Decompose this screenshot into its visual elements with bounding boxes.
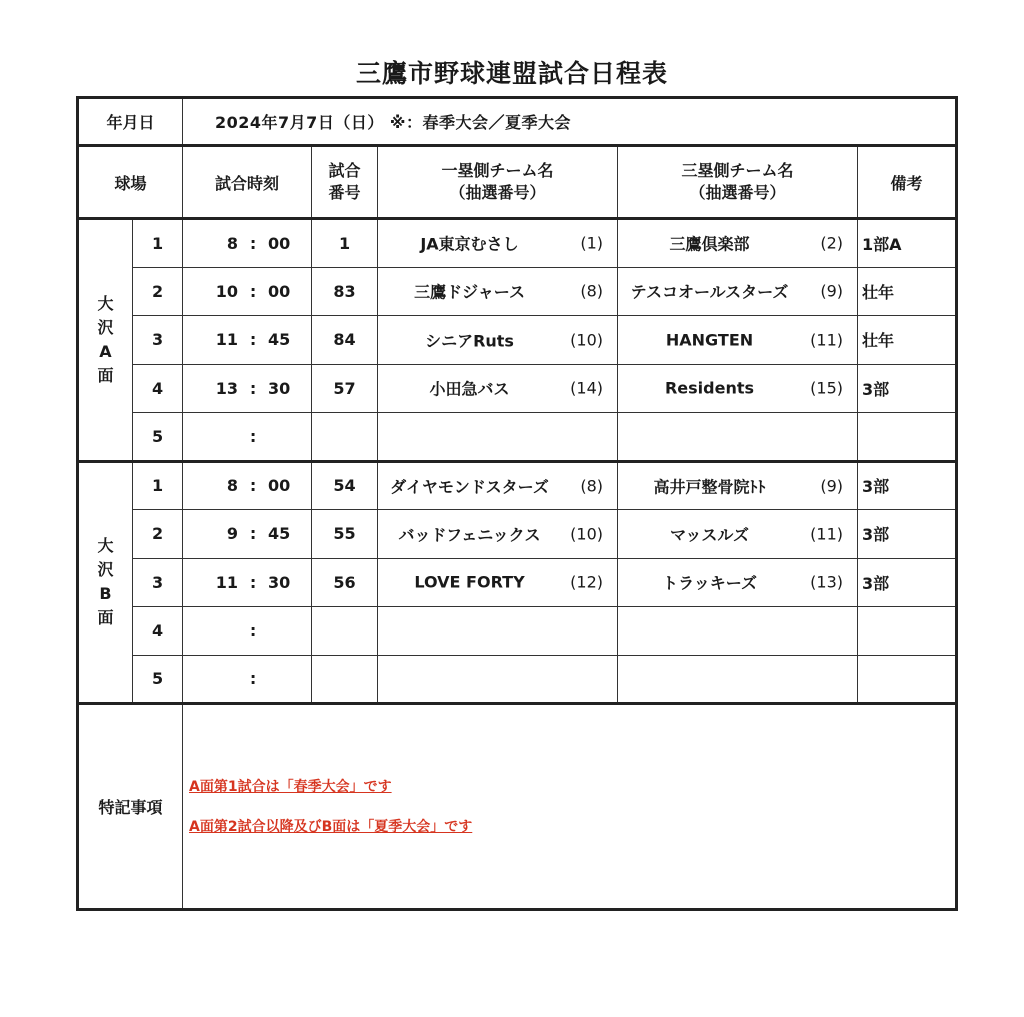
game-number: 54 xyxy=(312,461,378,510)
third-base-team xyxy=(618,558,858,607)
first-base-team xyxy=(378,655,618,704)
first-base-team-name: LOVE FORTY xyxy=(414,572,525,592)
header-third-base xyxy=(618,146,858,219)
time-colon: : xyxy=(249,281,257,301)
match-time xyxy=(183,655,312,704)
header-first-base-line1: 一塁側チーム名 xyxy=(441,161,554,180)
third-base-team xyxy=(618,510,858,559)
match-note xyxy=(858,655,957,704)
match-note xyxy=(858,413,957,462)
first-base-team-name: シニアRuts xyxy=(425,331,514,351)
match-note: 壮年 xyxy=(858,316,957,365)
time-colon: : xyxy=(249,426,257,446)
match-time xyxy=(183,461,312,510)
first-base-team-lot-number: (8) xyxy=(580,281,604,301)
match-note: 3部 xyxy=(858,558,957,607)
remark-line-1: A面第1試合は「春季大会」です xyxy=(189,778,392,795)
time-colon: : xyxy=(249,669,257,689)
third-base-team xyxy=(618,655,858,704)
match-row xyxy=(78,461,957,510)
match-row xyxy=(78,510,957,559)
field-name-char: A xyxy=(99,341,112,361)
field-name-char: 面 xyxy=(97,608,114,628)
game-number: 56 xyxy=(312,558,378,607)
header-game-number-line2: 番号 xyxy=(328,183,361,202)
first-base-team-lot-number: (14) xyxy=(570,378,604,398)
third-base-team-name: 高井戸整骨院ﾄﾄ xyxy=(653,477,766,497)
game-number: 83 xyxy=(312,267,378,316)
time-minute: 00 xyxy=(268,233,291,253)
header-game-number xyxy=(312,146,378,219)
match-time xyxy=(183,364,312,413)
game-number: 1 xyxy=(312,219,378,268)
match-row xyxy=(78,267,957,316)
time-colon: : xyxy=(249,524,257,544)
third-base-team-lot-number: (11) xyxy=(810,524,844,544)
field-name-char: B xyxy=(99,584,112,604)
field-name xyxy=(78,219,133,462)
game-number: 57 xyxy=(312,364,378,413)
first-base-team-lot-number: (1) xyxy=(580,233,604,253)
first-base-team xyxy=(378,219,618,268)
header-row xyxy=(78,146,957,219)
third-base-team-name: Residents xyxy=(664,378,755,398)
time-minute: 45 xyxy=(268,330,291,350)
first-base-team xyxy=(378,558,618,607)
header-third-base-line1: 三塁側チーム名 xyxy=(681,161,794,180)
match-time xyxy=(183,219,312,268)
first-base-team-name: 三鷹ドジャース xyxy=(414,282,525,302)
row-number: 4 xyxy=(133,607,183,656)
schedule-table xyxy=(76,96,958,911)
third-base-team-name: 三鷹倶楽部 xyxy=(669,234,750,254)
time-hour: 11 xyxy=(215,572,239,592)
time-minute: 00 xyxy=(268,281,291,301)
game-number xyxy=(312,655,378,704)
time-colon: : xyxy=(249,330,257,350)
third-base-team xyxy=(618,364,858,413)
remark-line-2: A面第2試合以降及びB面は「夏季大会」です xyxy=(189,818,473,835)
header-game-number-line1: 試合 xyxy=(328,161,361,180)
row-number: 5 xyxy=(133,413,183,462)
match-row xyxy=(78,364,957,413)
field-name-char: 沢 xyxy=(97,560,114,580)
row-number: 4 xyxy=(133,364,183,413)
date-value: 2024年7月7日（日） ※：春季大会／夏季大会 xyxy=(183,98,957,146)
first-base-team xyxy=(378,364,618,413)
first-base-team xyxy=(378,413,618,462)
match-row xyxy=(78,655,957,704)
field-name-char: 沢 xyxy=(97,317,114,337)
row-number: 1 xyxy=(133,461,183,510)
first-base-team-name: ダイヤモンドスターズ xyxy=(390,477,549,497)
time-minute: 30 xyxy=(268,378,291,398)
game-number: 84 xyxy=(312,316,378,365)
match-row xyxy=(78,413,957,462)
field-name-char: 大 xyxy=(97,293,114,313)
header-first-base-line2: （抽選番号） xyxy=(449,183,546,202)
row-number: 3 xyxy=(133,316,183,365)
field-name-char: 面 xyxy=(97,365,114,385)
row-number: 3 xyxy=(133,558,183,607)
time-minute: 30 xyxy=(268,572,291,592)
third-base-team-name: HANGTEN xyxy=(665,330,754,350)
game-number xyxy=(312,607,378,656)
match-note: 3部 xyxy=(858,461,957,510)
match-time xyxy=(183,558,312,607)
third-base-team-lot-number: (9) xyxy=(820,281,844,301)
match-time xyxy=(183,510,312,559)
match-note xyxy=(858,607,957,656)
time-hour: 9 xyxy=(226,524,239,544)
match-note: 1部A xyxy=(858,219,957,268)
match-note: 3部 xyxy=(858,510,957,559)
third-base-team xyxy=(618,607,858,656)
first-base-team-name: JA東京むさし xyxy=(420,234,519,254)
game-number xyxy=(312,413,378,462)
first-base-team-lot-number: (10) xyxy=(570,330,604,350)
third-base-team-lot-number: (11) xyxy=(810,330,844,350)
row-number: 1 xyxy=(133,219,183,268)
third-base-team xyxy=(618,267,858,316)
time-colon: : xyxy=(249,572,257,592)
page-title: 三鷹市野球連盟試合日程表 xyxy=(355,59,668,88)
time-hour: 10 xyxy=(215,281,239,301)
first-base-team xyxy=(378,316,618,365)
time-minute: 00 xyxy=(268,476,291,496)
field-name-char: 大 xyxy=(97,536,114,556)
match-time xyxy=(183,413,312,462)
date-label: 年月日 xyxy=(78,98,183,146)
row-number: 2 xyxy=(133,267,183,316)
third-base-team xyxy=(618,219,858,268)
first-base-team-name: 小田急バス xyxy=(429,379,510,399)
third-base-team-name: テスコオールスターズ xyxy=(630,282,789,302)
third-base-team-lot-number: (15) xyxy=(810,378,844,398)
third-base-team xyxy=(618,413,858,462)
match-row xyxy=(78,316,957,365)
remarks-row xyxy=(78,704,957,910)
third-base-team-lot-number: (2) xyxy=(820,233,844,253)
match-time xyxy=(183,316,312,365)
match-time xyxy=(183,607,312,656)
match-row xyxy=(78,219,957,268)
third-base-team-name: マッスルズ xyxy=(670,525,749,545)
first-base-team-lot-number: (8) xyxy=(580,476,604,496)
header-time: 試合時刻 xyxy=(183,146,312,219)
remarks-body xyxy=(183,704,957,910)
third-base-team xyxy=(618,461,858,510)
row-number: 2 xyxy=(133,510,183,559)
match-row xyxy=(78,558,957,607)
time-colon: : xyxy=(249,476,257,496)
date-row xyxy=(78,98,957,146)
first-base-team-lot-number: (12) xyxy=(570,572,604,592)
time-hour: 8 xyxy=(226,233,239,253)
time-hour: 8 xyxy=(226,476,239,496)
match-note: 3部 xyxy=(858,364,957,413)
time-colon: : xyxy=(249,378,257,398)
match-note: 壮年 xyxy=(858,267,957,316)
first-base-team xyxy=(378,461,618,510)
third-base-team xyxy=(618,316,858,365)
time-minute: 45 xyxy=(268,524,291,544)
field-body xyxy=(78,219,957,704)
header-field: 球場 xyxy=(78,146,183,219)
first-base-team xyxy=(378,510,618,559)
match-time xyxy=(183,267,312,316)
time-colon: : xyxy=(249,621,257,641)
time-hour: 11 xyxy=(215,330,239,350)
game-number: 55 xyxy=(312,510,378,559)
header-third-base-line2: （抽選番号） xyxy=(689,183,786,202)
first-base-team-name: バッドフェニックス xyxy=(398,525,541,545)
time-hour: 13 xyxy=(215,378,239,398)
third-base-team-lot-number: (13) xyxy=(810,572,844,592)
row-number: 5 xyxy=(133,655,183,704)
first-base-team-lot-number: (10) xyxy=(570,524,604,544)
header-first-base xyxy=(378,146,618,219)
match-row xyxy=(78,607,957,656)
time-colon: : xyxy=(249,233,257,253)
first-base-team xyxy=(378,267,618,316)
field-name xyxy=(78,461,133,704)
first-base-team xyxy=(378,607,618,656)
third-base-team-name: トラッキーズ xyxy=(662,573,757,593)
remarks-label: 特記事項 xyxy=(78,704,183,910)
header-notes: 備考 xyxy=(858,146,957,219)
third-base-team-lot-number: (9) xyxy=(820,476,844,496)
